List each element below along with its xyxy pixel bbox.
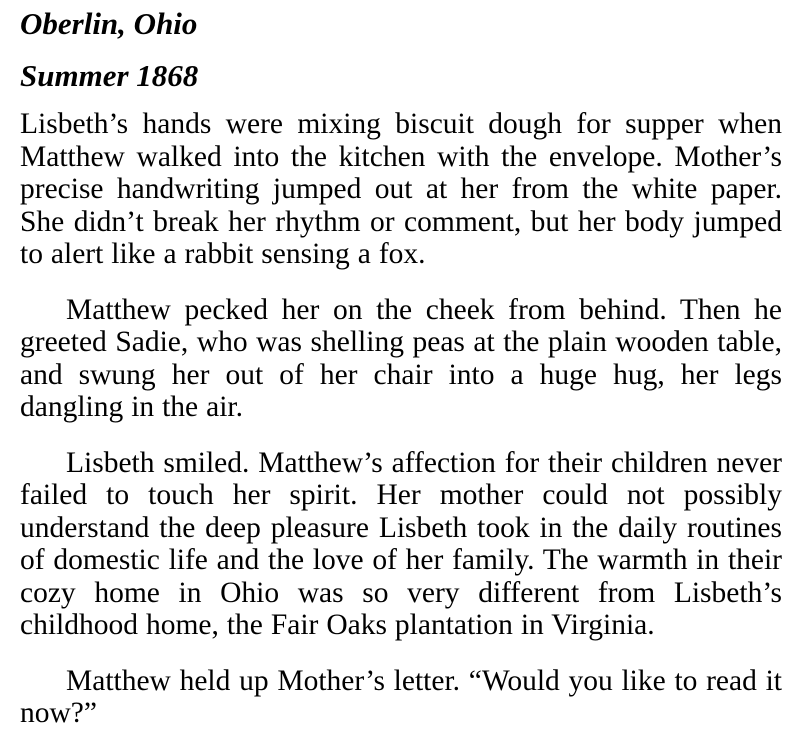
- location-heading: Oberlin, Ohio: [20, 6, 198, 41]
- body-text: [20, 108, 782, 730]
- paragraph-2: Matthew pecked her on the cheek from behind. Then he greeted Sadie, who was shelling peas at the plain wooden table, and swung her out of her chair into a huge hug, her legs dangling in the air.: [20, 293, 782, 423]
- paragraph-4: Matthew held up Mother’s letter. “Would you like to read it now?”: [20, 664, 782, 729]
- paragraph-3: Lisbeth smiled. Matthew’s affection for their children never failed to touch her spirit. Her mother could not possibly understand the deep pleasure Lisbeth took in the daily routines of domestic life and the love of her family. The warmth in their cozy home in Ohio was so very different from Lisbeth’s childhood home, the Fair Oaks plantation in Virginia.: [20, 446, 782, 641]
- date-heading: Summer 1868: [20, 58, 199, 93]
- paragraph-1: Lisbeth’s hands were mixing biscuit dough for supper when Matthew walked into the kitchen with the envelope. Mother’s precise handwriting jumped out at her from the white paper. She didn’t break her rhythm or comment, but her body jumped to alert like a rabbit sensing a fox.: [20, 108, 782, 270]
